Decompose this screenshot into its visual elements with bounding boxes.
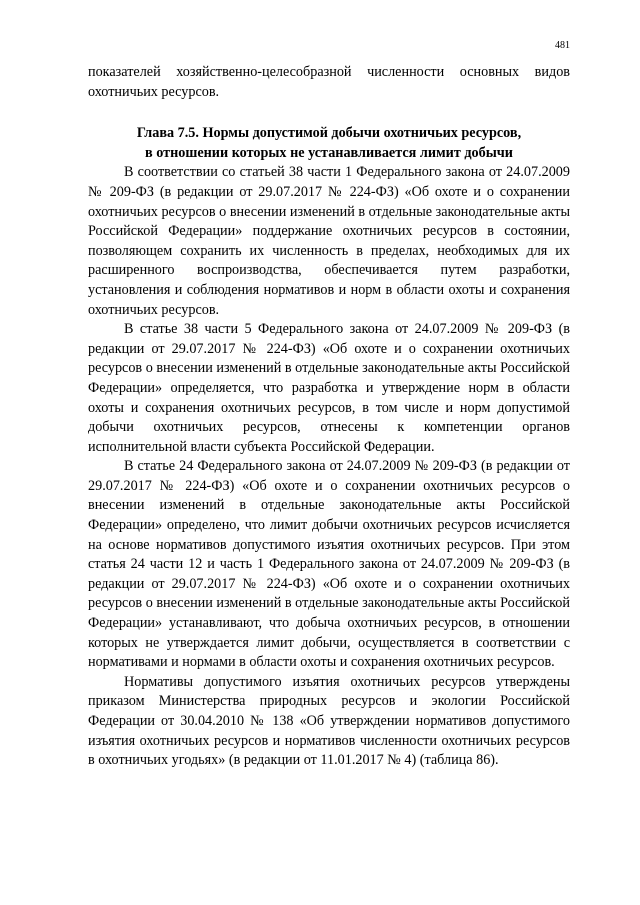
- body-paragraph-1: В соответствии со статьей 38 части 1 Федерального закона от 24.07.2009 № 209-ФЗ (в редакции от 29.07.2017 № 224-ФЗ) «Об охоте и о сохранении охотничьих ресурсов о внесении изменений в отдельные законодательные акты Российской Федерации» поддержание охотничьих ресурсов в состоянии, позволяющем сохранить их численность в пределах, необходимых для их расширенного воспроизводства, обеспечивается путем разработки, установления и соблюдения нормативов и норм в области охоты и сохранения охотничьих ресурсов.: [88, 164, 570, 318]
- body-paragraph-3: В статье 24 Федерального закона от 24.07.2009 № 209-ФЗ (в редакции от 29.07.2017 № 224-ФЗ) «Об охоте и о сохранении охотничьих ресурсов о внесении изменений в отдельные законодательные акты Российской Федерации» определено, что лимит добычи охотничьих ресурсов исчисляется на основе нормативов допустимого изъятия охотничьих ресурсов. При этом статья 24 части 12 и часть 1 Федерального закона от 24.07.2009 № 209-ФЗ (в редакции от 29.07.2017 № 224-ФЗ) «Об охоте и о сохранении охотничьих ресурсов о внесении изменений в отдельные законодательные акты Российской Федерации» устанавливают, что добыча охотничьих ресурсов, в отношении которых не утверждается лимит добычи, осуществляется в соответствии с нормативами и нормами в области охоты и сохранения охотничьих ресурсов.: [88, 458, 570, 671]
- chapter-heading-line-2: в отношении которых не устанавливается лимит добычи: [145, 144, 513, 161]
- body-paragraph-4: Нормативы допустимого изъятия охотничьих ресурсов утверждены приказом Министерства природных ресурсов и экологии Российской Федерации от 30.04.2010 № 138 «Об утверждении нормативов допустимого изъятия охотничьих ресурсов и нормативов численности охотничьих ресурсов в охотничьих угодьях» (в редакции от 11.01.2017 № 4) (таблица 86).: [88, 673, 570, 769]
- page-number: 481: [555, 40, 570, 51]
- body-paragraph-2: В статье 38 части 5 Федерального закона от 24.07.2009 № 209-ФЗ (в редакции от 29.07.2017 № 224-ФЗ) «Об охоте и о сохранении охотничьих ресурсов о внесении изменений в отдельные законодательные акты Российской Федерации» определяется, что разработка и утверждение норм в области охоты и сохранения охотничьих ресурсов, в том числе и норм допустимой добычи охотничьих ресурсов, отнесены к компетенции органов исполнительной власти субъекта Российской Федерации.: [88, 321, 570, 455]
- chapter-heading: [88, 124, 570, 163]
- document-body: [88, 63, 570, 771]
- lead-paragraph: показателей хозяйственно-целесобразной численности основных видов охотничьих ресурсов.: [88, 64, 570, 100]
- chapter-heading-line-1: Глава 7.5. Нормы допустимой добычи охотничьих ресурсов,: [136, 125, 522, 142]
